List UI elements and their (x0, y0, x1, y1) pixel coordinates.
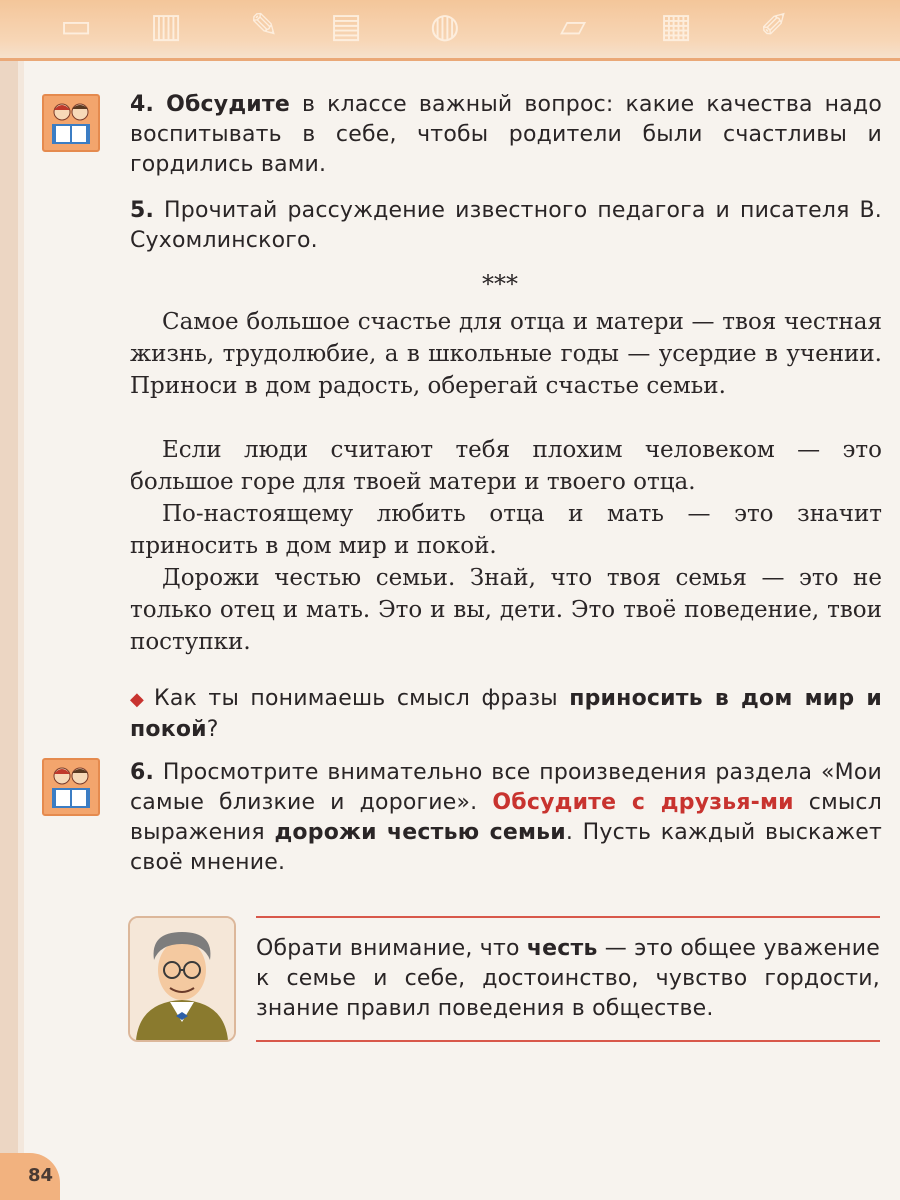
poem-paragraph-2: Если люди считают тебя плохим человеком — это большое горе для твоей матери и твоего отца. (130, 437, 882, 495)
task-6-text-3: . Пусть каждый выскажет своё мнение. (130, 820, 882, 875)
task-4-lead: Обсудите (166, 92, 290, 117)
question (130, 684, 882, 745)
letter-icon: ▤ (330, 6, 363, 46)
task-4-number: 4. (130, 92, 155, 117)
note-bold-word: честь (526, 936, 598, 961)
pen-icon: ✎ (250, 6, 279, 46)
left-margin-strip (0, 61, 18, 1200)
teacher-avatar (128, 916, 236, 1042)
note-text-1: Обрати внимание, что (256, 936, 527, 961)
scroll-icon: ◍ (430, 6, 460, 46)
task-6-number: 6. (130, 760, 155, 785)
page-number-tab (0, 1153, 60, 1200)
bullet-diamond-icon: ◆ (130, 689, 145, 710)
task-6-bold-phrase: дорожи честью семьи (274, 820, 566, 845)
scroll-icon: ▱ (560, 6, 587, 46)
task-6-discuss: Обсудите с друзья-ми (492, 790, 794, 815)
poem-paragraph-3: По-настоящему любить отца и мать — это значит приносить в дом мир и покой. (130, 501, 882, 559)
header-band (0, 0, 900, 61)
task-6-text-1: Просмотрите внимательно все произведения раздела «Мои самые близкие и дорогие». (130, 760, 882, 815)
task-5-text: Прочитай рассуждение известного педагога и писателя В. Сухомлинского. (130, 198, 882, 253)
pen-icon: ✐ (760, 6, 789, 46)
book-icon: ▥ (150, 6, 183, 46)
poem-paragraph-4: Дорожи честью семьи. Знай, что твоя семья — это не только отец и мать. Это и вы, дети. Это твоё поведение, твои поступки. (130, 565, 882, 655)
task-4-text: в классе важный вопрос: какие качества надо воспитывать в себе, чтобы родители были счастливы и гордились вами. (130, 92, 882, 177)
task-5 (130, 196, 882, 256)
left-margin-strip-inner (18, 61, 24, 1200)
task-4 (130, 90, 882, 180)
task-5-number: 5. (130, 198, 155, 223)
note-bottom-rule (256, 1040, 880, 1042)
page-number: 84 (28, 1165, 54, 1186)
pair-work-icon (42, 758, 100, 816)
task-6 (130, 758, 882, 878)
poem-paragraph-1: Самое большое счастье для отца и матери — твоя честная жизнь, трудолюбие, а в школьные годы — усердие в учении. Приноси в дом радость, оберегай счастье семьи. (130, 309, 882, 399)
note-text-2: — это общее уважение к семье и себе, достоинство, чувство гордости, знание правил поведения в обществе. (256, 936, 880, 1021)
book-icon: ▭ (60, 6, 93, 46)
question-end: ? (206, 717, 219, 742)
poem-stars: *** (482, 270, 518, 298)
question-text: Как ты понимаешь смысл фразы (154, 686, 570, 711)
pair-work-icon (42, 94, 100, 152)
book-icon: ▦ (660, 6, 693, 46)
note-top-rule (256, 916, 880, 918)
note-text (256, 934, 880, 1024)
task-6-text-2: смысл выражения (130, 790, 882, 845)
question-bold-phrase: приносить в дом мир и покой (130, 686, 883, 742)
